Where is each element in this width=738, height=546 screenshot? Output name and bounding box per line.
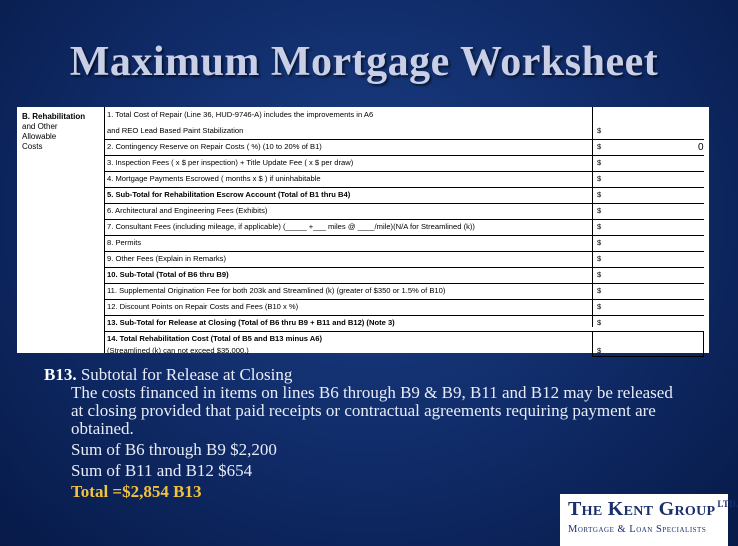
logo-name: The Kent Group bbox=[568, 498, 716, 520]
worksheet-row-text: 4. Mortgage Payments Escrowed ( months x $ ) if uninhabitable bbox=[107, 174, 321, 183]
worksheet-row-subtext: (Streamlined (k) can not exceed $35,000.) bbox=[107, 346, 249, 355]
section-code: B. bbox=[22, 112, 30, 121]
section-label bbox=[22, 112, 104, 152]
worksheet-row-text: 6. Architectural and Engineering Fees (Exhibits) bbox=[107, 206, 268, 215]
worksheet-row-text: 5. Sub-Total for Rehabilitation Escrow Account (Total of B1 thru B4) bbox=[107, 190, 351, 199]
amount-dollar-sign: $ bbox=[597, 206, 602, 215]
amount-dollar-sign: $ bbox=[597, 158, 602, 167]
worksheet-row bbox=[104, 171, 704, 188]
worksheet-row bbox=[104, 219, 704, 236]
worksheet-row bbox=[104, 267, 704, 284]
notes-line-sum-b6-b9: Sum of B6 through B9 $2,200 bbox=[71, 440, 277, 459]
amount-dollar-sign: $ bbox=[597, 270, 602, 279]
worksheet-row-text: 2. Contingency Reserve on Repair Costs ( %) (10 to 20% of B1) bbox=[107, 142, 322, 151]
section-title-line-1: Rehabilitation bbox=[32, 112, 86, 121]
worksheet-row-text: 13. Sub-Total for Release at Closing (Total of B6 thru B9 + B11 and B12) (Note 3) bbox=[107, 318, 395, 327]
notes-line-release: The costs financed in items on lines B6 through B9 & B9, B11 and B12 may be released at closing provided that paid receipts or contractual agreements requiring payment are obtained. bbox=[71, 383, 673, 438]
worksheet-row bbox=[104, 235, 704, 252]
section-title-line-2: and Other bbox=[22, 122, 58, 131]
amount-dollar-sign: $ bbox=[597, 286, 602, 295]
amount-dollar-sign: $ bbox=[597, 254, 602, 263]
logo-suffix: LTD. bbox=[717, 499, 738, 510]
worksheet-row bbox=[104, 187, 704, 204]
amount-dollar-sign: $ bbox=[597, 302, 602, 311]
section-title-line-4: Costs bbox=[22, 142, 43, 151]
slide-title: Maximum Mortgage Worksheet bbox=[69, 39, 659, 85]
company-logo bbox=[560, 494, 738, 546]
worksheet-row-text: 7. Consultant Fees (including mileage, if applicable) (_____ +___ miles @ ____/mile)(N/A for Streamlined (k)) bbox=[107, 222, 475, 231]
notes-heading-text: Subtotal for Release at Closing bbox=[80, 365, 293, 384]
notes-block bbox=[44, 366, 684, 501]
notes-total: Total =$2,854 B13 bbox=[71, 482, 202, 501]
amount-dollar-sign: $ bbox=[597, 174, 602, 183]
worksheet-row bbox=[104, 283, 704, 300]
worksheet-row-text: 9. Other Fees (Explain in Remarks) bbox=[107, 254, 227, 263]
worksheet-row-text: 8. Permits bbox=[107, 238, 142, 247]
worksheet-row bbox=[104, 123, 704, 140]
worksheet-row bbox=[104, 139, 704, 156]
worksheet-row bbox=[104, 107, 704, 123]
worksheet-row-text: 1. Total Cost of Repair (Line 36, HUD-9746-A) includes the improvements in A6 bbox=[107, 110, 374, 119]
worksheet-row-text: 14. Total Rehabilitation Cost (Total of B5 and B13 minus A6) bbox=[107, 334, 323, 343]
amount-dollar-sign: $ bbox=[597, 346, 602, 355]
worksheet-row bbox=[104, 299, 704, 316]
worksheet-row-text: 10. Sub-Total (Total of B6 thru B9) bbox=[107, 270, 229, 279]
amount-dollar-sign: $ bbox=[597, 190, 602, 199]
worksheet-row-text: and REO Lead Based Paint Stabilization bbox=[107, 126, 244, 135]
amount-dollar-sign: $ bbox=[597, 126, 602, 135]
amount-dollar-sign: $ bbox=[597, 142, 602, 151]
amount-dollar-sign: $ bbox=[597, 238, 602, 247]
worksheet-row-text: 11. Supplemental Origination Fee for both 203k and Streamlined (k) (greater of $350 or 1.5% of B10) bbox=[107, 286, 446, 295]
worksheet-row-text: 12. Discount Points on Repair Costs and Fees (B10 x %) bbox=[107, 302, 299, 311]
notes-line-sum-b11-b12: Sum of B11 and B12 $654 bbox=[71, 461, 253, 480]
worksheet-row bbox=[104, 315, 704, 332]
amount-dollar-sign: $ bbox=[597, 222, 602, 231]
amount-dollar-sign: $ bbox=[597, 318, 602, 327]
notes-heading-code: B13. bbox=[44, 365, 77, 384]
section-title-line-3: Allowable bbox=[22, 132, 57, 141]
worksheet-row bbox=[104, 331, 704, 357]
total-amount-box bbox=[592, 331, 704, 357]
worksheet-row-text: 3. Inspection Fees ( x $ per inspection) + Title Update Fee ( x $ per draw) bbox=[107, 158, 354, 167]
worksheet-row bbox=[104, 155, 704, 172]
worksheet-row bbox=[104, 203, 704, 220]
stray-value: 0 bbox=[698, 142, 704, 153]
worksheet-row bbox=[104, 251, 704, 268]
logo-tagline: Mortgage & Loan Specialists bbox=[568, 524, 707, 535]
worksheet-table bbox=[17, 107, 709, 353]
